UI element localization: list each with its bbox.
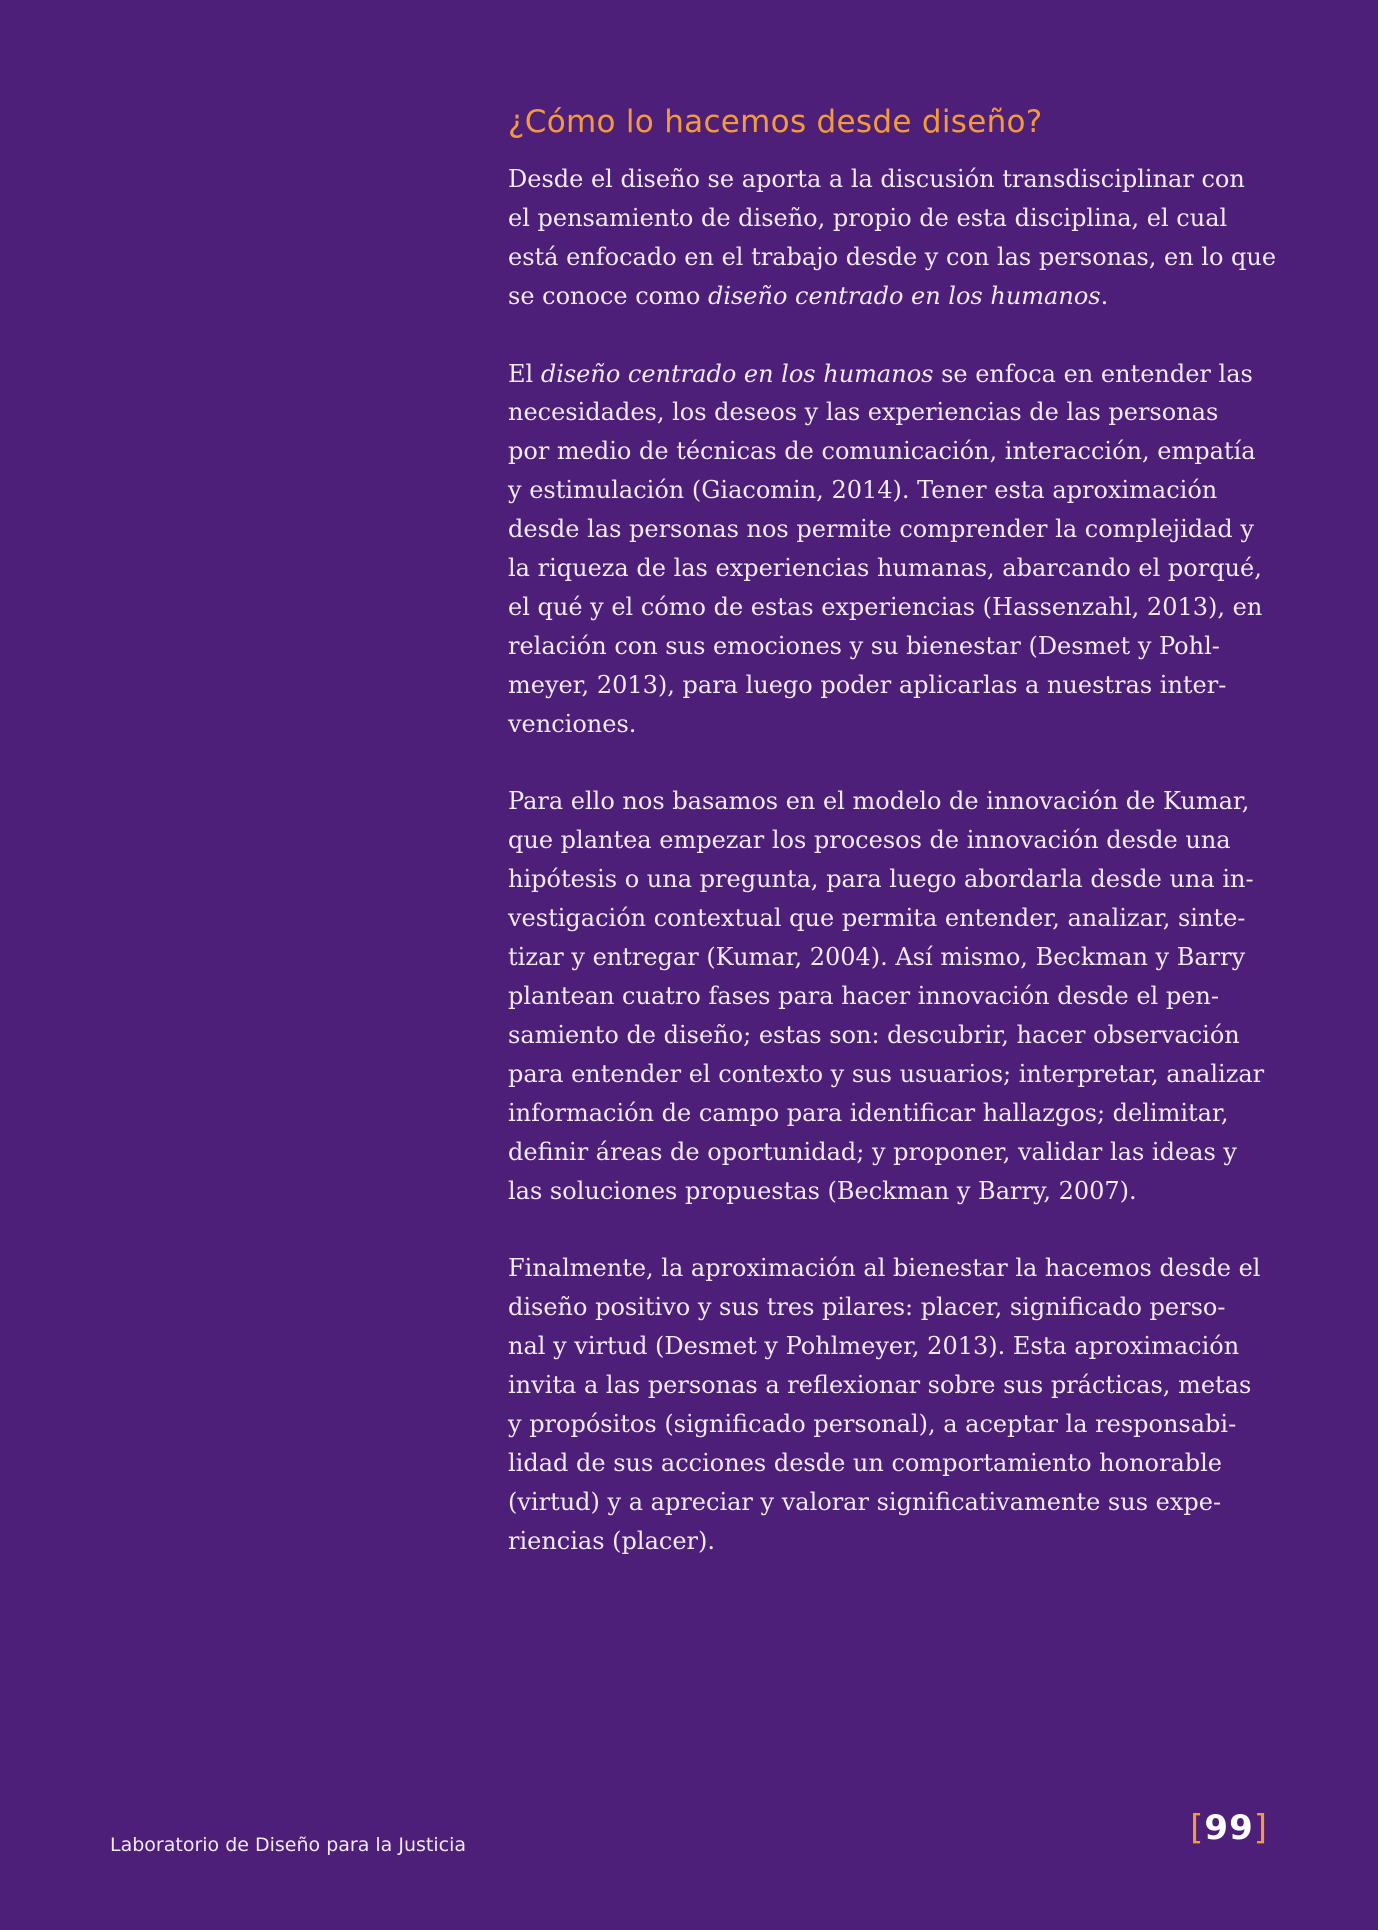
text-line: nal y virtud (Desmet y Pohlmeyer, 2013). Esta aproximación	[508, 1332, 1240, 1361]
text-line: por medio de técnicas de comunicación, interacción, empatía	[508, 437, 1256, 466]
text-line: lidad de sus acciones desde un comportamiento honorable	[508, 1448, 1223, 1477]
text-line: definir áreas de oportunidad; y proponer, validar las ideas y	[508, 1137, 1237, 1166]
text-line: Para ello nos basamos en el modelo de innovación de Kumar,	[508, 787, 1250, 816]
paragraph-3	[508, 782, 1268, 1210]
text-line: y estimulación (Giacomin, 2014). Tener esta aproximación	[508, 476, 1218, 505]
text-line: relación con sus emociones y su bienestar (Desmet y Pohl-	[508, 631, 1220, 660]
page-number-value: 99	[1204, 1808, 1254, 1848]
text-line: plantean cuatro fases para hacer innovación desde el pen-	[508, 982, 1219, 1010]
text-line: se conoce como diseño centrado en los humanos.	[508, 281, 1109, 310]
italic-term: diseño centrado en los humanos	[707, 281, 1101, 310]
body-text	[508, 160, 1277, 1561]
text-line: el qué y el cómo de estas experiencias (Hassenzahl, 2013), en	[508, 592, 1263, 621]
text-line: necesidades, los deseos y las experiencias de las personas	[508, 398, 1219, 427]
text-line: Finalmente, la aproximación al bienestar la hacemos desde el	[508, 1254, 1261, 1283]
text-line: desde las personas nos permite comprender la complejidad y	[508, 515, 1254, 544]
paragraph-4	[508, 1249, 1268, 1560]
text-line: información de campo para identificar hallazgos; delimitar,	[508, 1098, 1229, 1127]
text-line: el pensamiento de diseño, propio de esta disciplina, el cual	[508, 203, 1228, 232]
text-line: hipótesis o una pregunta, para luego abordarla desde una in-	[508, 865, 1254, 894]
text-line: invita a las personas a reflexionar sobre sus prácticas, metas	[508, 1371, 1252, 1400]
text-line: samiento de diseño; estas son: descubrir, hacer observación	[508, 1020, 1240, 1049]
paragraph-1	[508, 160, 1277, 316]
text-line: meyer, 2013), para luego poder aplicarlas a nuestras inter-	[508, 670, 1227, 699]
text-line: venciones.	[508, 709, 637, 738]
footer-publication-title: Laboratorio de Diseño para la Justicia	[110, 1834, 466, 1856]
section-heading: ¿Cómo lo hacemos desde diseño?	[508, 104, 1043, 140]
text-line: Desde el diseño se aporta a la discusión transdisciplinar con	[508, 165, 1245, 193]
text-line: está enfocado en el trabajo desde y con las personas, en lo que	[508, 242, 1277, 271]
italic-term: diseño centrado en los humanos	[540, 359, 934, 388]
text-line: diseño positivo y sus tres pilares: placer, significado perso-	[508, 1293, 1226, 1322]
text-line: la riqueza de las experiencias humanas, abarcando el porqué,	[508, 554, 1262, 583]
text-line: El diseño centrado en los humanos se enfoca en entender las	[508, 359, 1253, 388]
text-line: vestigación contextual que permita entender, analizar, sinte-	[508, 904, 1246, 933]
bracket-close: ]	[1253, 1808, 1268, 1848]
text-line: tizar y entregar (Kumar, 2004). Así mismo, Beckman y Barry	[508, 943, 1246, 972]
paragraph-2	[508, 355, 1268, 744]
text-line: riencias (placer).	[508, 1526, 715, 1555]
text-line: que plantea empezar los procesos de innovación desde una	[508, 826, 1231, 855]
text-line: (virtud) y a apreciar y valorar significativamente sus expe-	[508, 1487, 1222, 1516]
page-number	[1190, 1808, 1268, 1848]
text-line: y propósitos (significado personal), a aceptar la responsabi-	[508, 1409, 1237, 1438]
bracket-open: [	[1190, 1808, 1205, 1848]
text-line: las soluciones propuestas (Beckman y Barry, 2007).	[508, 1176, 1137, 1205]
text-line: para entender el contexto y sus usuarios; interpretar, analizar	[508, 1059, 1265, 1088]
